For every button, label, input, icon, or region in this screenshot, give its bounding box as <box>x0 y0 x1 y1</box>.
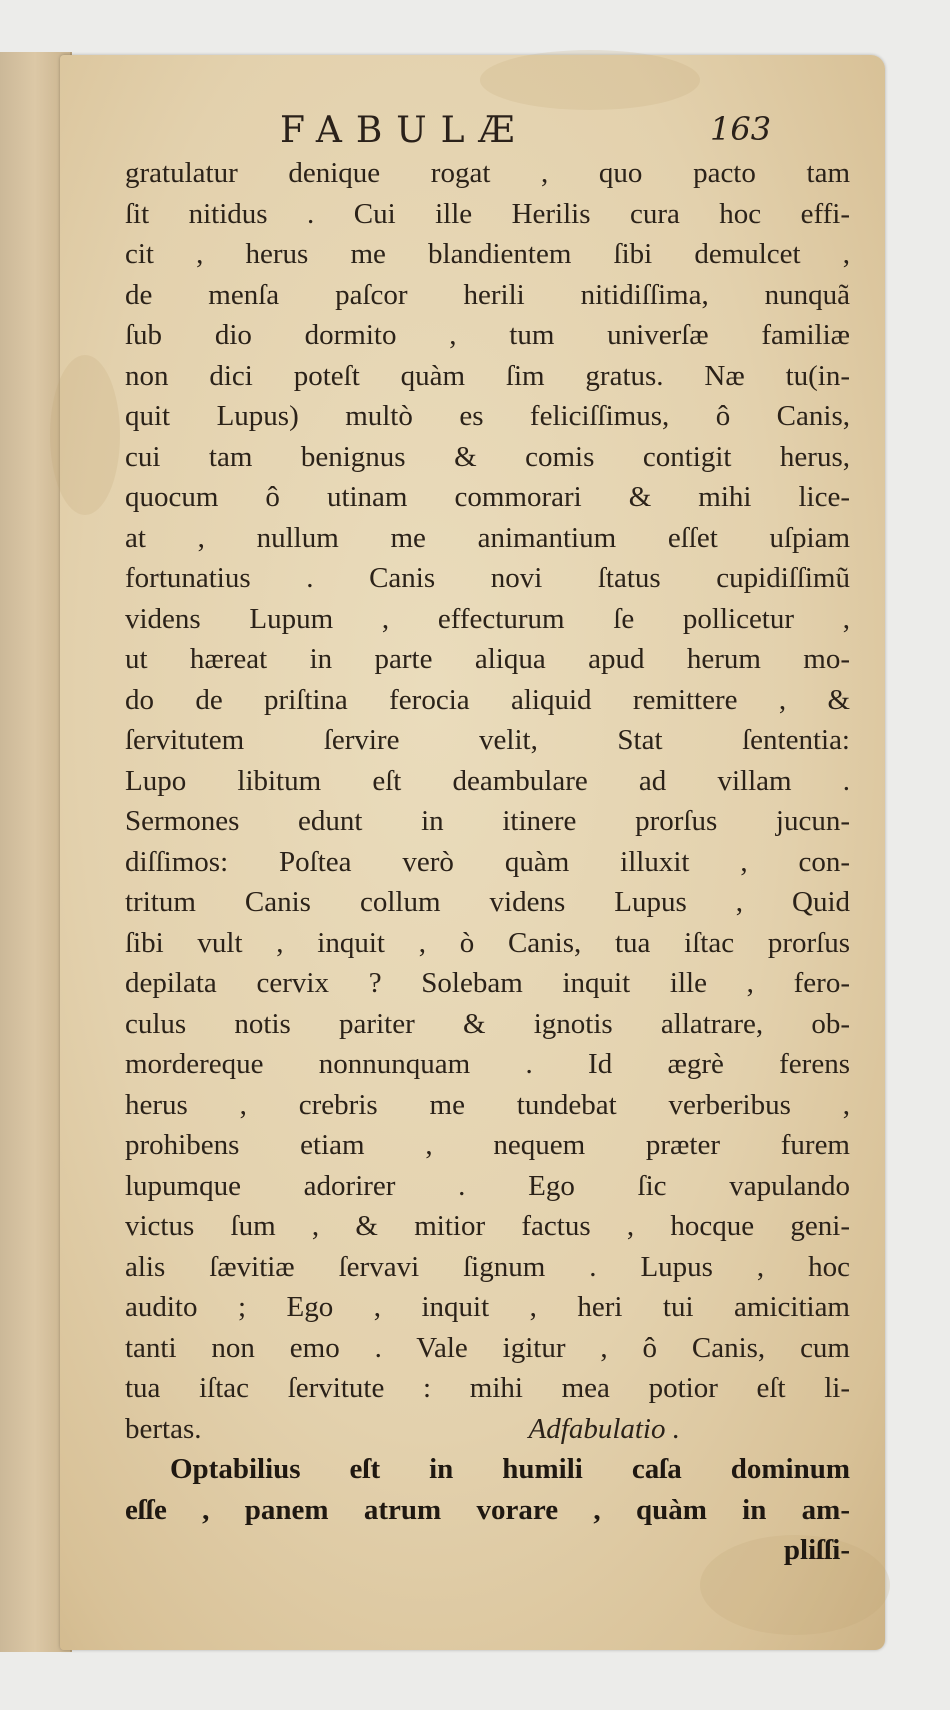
text-line: Sermones edunt in itinere prorſus jucun- <box>125 805 850 837</box>
text-line: mordereque nonnunquam . Id ægrè ferens <box>125 1048 850 1080</box>
book-page <box>60 55 885 1650</box>
text-line: videns Lupum , effecturum ſe pollicetur , <box>125 602 850 635</box>
fable-text <box>125 153 850 1571</box>
text-line: Lupo libitum eſt deambulare ad villam . <box>125 764 850 797</box>
text-line: tritum Canis collum videns Lupus , Quid <box>125 886 850 918</box>
paper-stain <box>480 50 700 110</box>
text-line: ſibi vult , inquit , ò Canis, tua iſtac prorſus <box>125 926 850 959</box>
text-line: tanti non emo . Vale igitur , ô Canis, cum <box>125 1331 850 1364</box>
adfabulatio-heading: Adfabulatio . <box>528 1412 680 1445</box>
text-line: ut hæreat in parte aliqua apud herum mo- <box>125 643 850 675</box>
text-line: gratulatur denique rogat , quo pacto tam <box>125 157 850 189</box>
text-line: de menſa paſcor herili nitidiſſima, nunquã <box>125 278 850 311</box>
text-line: quocum ô utinam commorari & mihi lice- <box>125 481 850 513</box>
text-line: depilata cervix ? Solebam inquit ille , fero- <box>125 967 850 999</box>
moral-line: Optabilius eſt in humili caſa dominum <box>170 1453 850 1485</box>
text-line: audito ; Ego , inquit , heri tui amicitiam <box>125 1291 850 1323</box>
text-line: non dici poteſt quàm ſim gratus. Næ tu(in- <box>125 359 850 392</box>
text-line: diſſimos: Poſtea verò quàm illuxit , con- <box>125 845 850 878</box>
text-line: alis ſævitiæ ſervavi ſignum . Lupus , hoc <box>125 1250 850 1283</box>
closing-word: bertas. <box>125 1412 202 1445</box>
running-title: FABULÆ <box>280 110 529 151</box>
catchword: pliſſi- <box>783 1534 850 1566</box>
paper-stain <box>50 355 120 515</box>
moral-line: eſſe , panem atrum vorare , quàm in am- <box>125 1493 850 1526</box>
text-line: quit Lupus) multò es feliciſſimus, ô Canis, <box>125 400 850 432</box>
text-line: herus , crebris me tundebat verberibus , <box>125 1088 850 1121</box>
closing-line <box>125 1409 850 1450</box>
text-line: ſub dio dormito , tum univerſæ familiæ <box>125 319 850 351</box>
page-number: 163 <box>710 110 772 148</box>
text-line: at , nullum me animantium eſſet uſpiam <box>125 521 850 554</box>
text-line: culus notis pariter & ignotis allatrare, ob- <box>125 1007 850 1040</box>
text-line: cit , herus me blandientem ſibi demulcet , <box>125 238 850 270</box>
text-line: tua iſtac ſervitute : mihi mea potior eſt li- <box>125 1372 850 1404</box>
text-line: victus ſum , & mitior factus , hocque geni- <box>125 1210 850 1242</box>
text-line: lupumque adorirer . Ego ſic vapulando <box>125 1169 850 1202</box>
text-line: do de priſtina ferocia aliquid remittere , & <box>125 683 850 716</box>
text-line: prohibens etiam , nequem præter furem <box>125 1129 850 1161</box>
text-line: cui tam benignus & comis contigit herus, <box>125 440 850 473</box>
text-line: ſit nitidus . Cui ille Herilis cura hoc effi- <box>125 197 850 230</box>
text-line: fortunatius . Canis novi ſtatus cupidiſſimũ <box>125 562 850 594</box>
text-line: ſervitutem ſervire velit, Stat ſententia: <box>125 724 850 756</box>
